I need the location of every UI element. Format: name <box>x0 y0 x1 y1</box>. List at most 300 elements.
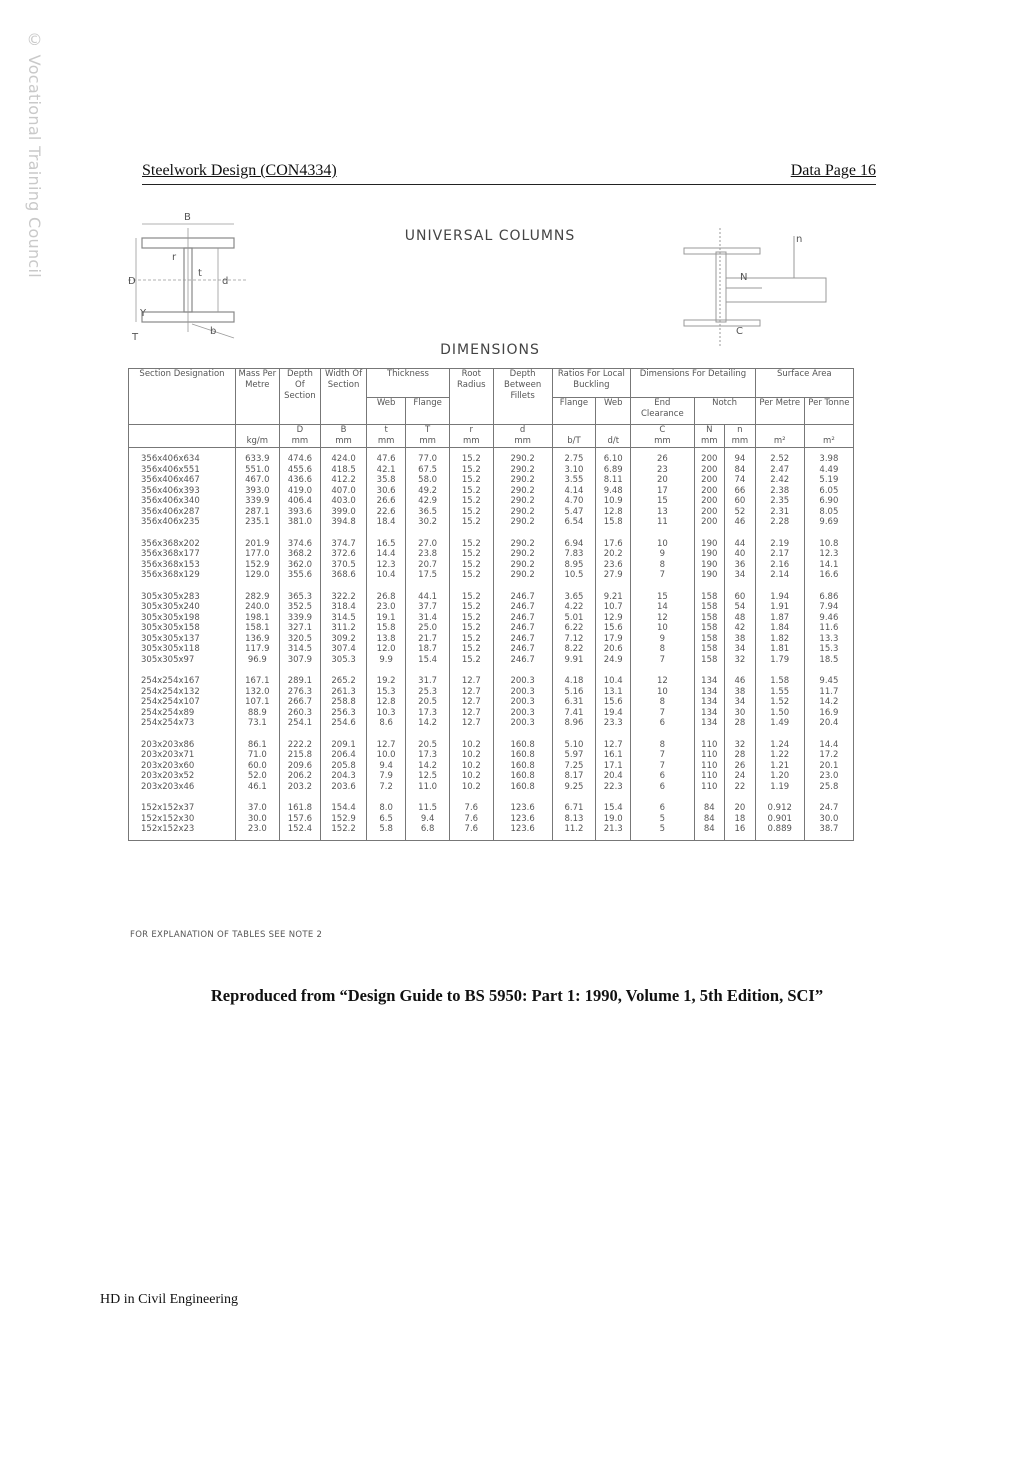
table-value: 12.7 <box>603 739 623 750</box>
table-value: 32 <box>734 739 746 750</box>
table-value: 42 <box>734 623 746 633</box>
table-value: 203.6 <box>331 781 356 792</box>
table-value: 9.4 <box>379 760 393 771</box>
table-value: 12.8 <box>603 506 623 517</box>
table-value: 6.94 <box>564 538 584 549</box>
table-value: 160.8 <box>510 739 535 750</box>
section-designation: 152x152x37 <box>141 803 195 813</box>
table-value: 134 <box>701 707 718 718</box>
table-value: 134 <box>701 718 718 728</box>
table-value: 10.4 <box>376 570 396 580</box>
table-value: 22.3 <box>603 781 623 792</box>
table-value: 6.22 <box>564 623 584 633</box>
course-title: Steelwork Design (CON4334) <box>142 162 337 179</box>
table-value: 67.5 <box>418 464 438 475</box>
table-value: 8.17 <box>564 771 584 781</box>
table-value: 6.10 <box>603 454 623 464</box>
value-cell <box>235 734 279 798</box>
value-cell <box>552 586 596 671</box>
hdr-symbol-unit <box>366 425 405 448</box>
table-value: 21.3 <box>603 824 623 834</box>
value-cell <box>279 533 320 586</box>
table-value: 12.5 <box>418 771 438 781</box>
hdr-symbol: d/t <box>607 436 620 446</box>
table-value: 158 <box>701 633 718 644</box>
table-value: 1.24 <box>770 739 790 750</box>
table-value: 48 <box>734 612 746 623</box>
table-value: 60 <box>734 496 746 506</box>
table-value: 14.2 <box>418 718 438 728</box>
hdr-notch: Notch <box>694 398 755 425</box>
value-cell <box>493 734 552 798</box>
value-cell <box>631 734 694 798</box>
table-value: 290.2 <box>510 475 535 485</box>
table-value: 209.1 <box>331 739 356 750</box>
hdr-per-tonne: Per Tonne <box>804 398 853 425</box>
table-value: 110 <box>701 750 718 760</box>
table-value: 3.55 <box>564 475 584 485</box>
table-value: 1.22 <box>770 750 790 760</box>
table-value: 21.7 <box>418 633 438 644</box>
table-value: 206.2 <box>287 771 313 781</box>
table-value: 266.7 <box>287 697 313 707</box>
table-value: 4.18 <box>564 676 584 686</box>
table-value: 7 <box>659 654 666 665</box>
table-value: 52.0 <box>247 771 267 781</box>
table-value: 10.4 <box>603 676 623 686</box>
section-designation: 305x305x118 <box>141 644 200 654</box>
table-value: 633.9 <box>245 454 270 464</box>
table-value: 190 <box>701 570 718 580</box>
table-value: 327.1 <box>287 623 313 633</box>
section-designation: 356x368x129 <box>141 570 200 580</box>
table-value: 110 <box>701 760 718 771</box>
table-value: 339.9 <box>287 612 313 623</box>
hdr-ratio-web: Web <box>596 398 631 425</box>
table-value: 42.1 <box>376 464 396 475</box>
table-value: 10.8 <box>819 538 839 549</box>
hdr-unit: mm <box>335 436 352 446</box>
value-cell <box>235 797 279 840</box>
hdr-unit: mm <box>463 436 480 446</box>
value-cell <box>755 586 804 671</box>
table-value: 22 <box>734 781 746 792</box>
value-cell <box>596 734 631 798</box>
table-value: 368.2 <box>287 549 313 559</box>
table-value: 20.4 <box>603 771 623 781</box>
value-cell <box>755 533 804 586</box>
table-value: 12.7 <box>461 697 481 707</box>
value-cell <box>694 734 725 798</box>
page-footer: HD in Civil Engineering <box>100 1292 239 1307</box>
table-value: 152.9 <box>331 813 356 824</box>
label-b: b <box>210 326 217 337</box>
label-Y: Y <box>140 308 147 319</box>
value-cell <box>552 734 596 798</box>
value-cell <box>694 670 725 734</box>
table-value: 12.7 <box>376 739 396 750</box>
table-value: 5.97 <box>564 750 584 760</box>
table-value: 38.7 <box>819 824 839 834</box>
table-value: 403.0 <box>331 496 356 506</box>
table-value: 9.91 <box>564 654 584 665</box>
value-cell <box>366 797 405 840</box>
table-value: 15.2 <box>461 570 481 580</box>
table-value: 7.41 <box>564 707 584 718</box>
table-value: 30.2 <box>418 517 438 527</box>
table-value: 381.0 <box>287 517 313 527</box>
table-value: 11 <box>656 517 668 527</box>
table-value: 47.6 <box>376 454 396 464</box>
table-value: 374.6 <box>287 538 313 549</box>
table-value: 17.3 <box>418 707 438 718</box>
section-designation: 356x368x202 <box>141 538 200 549</box>
table-value: 394.8 <box>331 517 356 527</box>
table-row-group <box>129 533 854 586</box>
value-cell <box>694 797 725 840</box>
section-designation: 254x254x89 <box>141 707 195 718</box>
table-value: 94 <box>734 454 746 464</box>
table-value: 2.47 <box>770 464 790 475</box>
hdr-symbol-unit <box>725 425 756 448</box>
value-cell <box>449 448 493 533</box>
table-value: 200.3 <box>510 686 535 697</box>
table-value: 6 <box>659 803 666 813</box>
table-value: 10.2 <box>461 739 481 750</box>
table-value: 7.83 <box>564 549 584 559</box>
table-value: 474.6 <box>287 454 313 464</box>
hdr-thickness: Thickness <box>366 369 449 398</box>
table-value: 42.9 <box>418 496 438 506</box>
table-value: 36.5 <box>418 506 438 517</box>
section-designation: 305x305x137 <box>141 633 200 644</box>
table-value: 200.3 <box>510 697 535 707</box>
table-value: 18 <box>734 813 746 824</box>
table-value: 4.22 <box>564 602 584 612</box>
value-cell <box>366 448 405 533</box>
value-cell <box>406 586 450 671</box>
table-value: 5.16 <box>564 686 584 697</box>
hdr-unit: mm <box>701 436 718 446</box>
value-cell <box>366 533 405 586</box>
table-value: 30 <box>734 707 746 718</box>
table-value: 60 <box>734 591 746 602</box>
hdr-width: Width Of Section <box>321 369 367 425</box>
table-value: 15.8 <box>376 623 396 633</box>
table-value: 9.25 <box>564 781 584 792</box>
table-value: 24 <box>734 771 746 781</box>
value-cell <box>406 797 450 840</box>
table-value: 412.2 <box>331 475 356 485</box>
value-cell <box>493 586 552 671</box>
table-value: 15 <box>656 496 668 506</box>
hdr-symbol: t <box>384 425 388 435</box>
table-value: 0.901 <box>767 813 792 824</box>
hdr-symbol: T <box>425 425 431 435</box>
table-value: 16.6 <box>819 570 839 580</box>
table-value: 160.8 <box>510 760 535 771</box>
table-value: 12.0 <box>376 644 396 654</box>
table-value: 7.6 <box>464 824 479 834</box>
table-value: 204.3 <box>331 771 356 781</box>
section-designation: 203x203x71 <box>141 750 195 760</box>
table-value: 205.8 <box>331 760 356 771</box>
table-value: 1.84 <box>770 623 790 633</box>
section-designation: 203x203x60 <box>141 760 195 771</box>
table-value: 27.9 <box>603 570 623 580</box>
table-value: 8.95 <box>564 559 584 570</box>
table-value: 4.70 <box>564 496 584 506</box>
table-value: 1.52 <box>770 697 790 707</box>
table-value: 8.05 <box>819 506 839 517</box>
table-value: 260.3 <box>287 707 313 718</box>
section-designation-cell <box>129 670 236 734</box>
value-cell <box>449 586 493 671</box>
table-value: 12 <box>656 676 668 686</box>
table-value: 10.9 <box>603 496 623 506</box>
hdr-unit: mm <box>731 436 749 446</box>
table-value: 26 <box>656 454 668 464</box>
table-value: 254.6 <box>331 718 356 728</box>
table-value: 372.6 <box>331 549 356 559</box>
table-value: 13.1 <box>603 686 623 697</box>
table-value: 20.5 <box>418 697 438 707</box>
table-value: 6.54 <box>564 517 584 527</box>
hdr-symbol: C <box>659 425 666 435</box>
table-value: 30.6 <box>376 485 396 496</box>
table-value: 15.2 <box>461 475 481 485</box>
hdr-symbol-unit <box>631 425 694 448</box>
hdr-web: Web <box>366 398 405 425</box>
section-designation: 203x203x46 <box>141 781 195 792</box>
table-value: 152.9 <box>245 559 270 570</box>
value-cell <box>631 670 694 734</box>
table-subtitle: DIMENSIONS <box>440 342 540 358</box>
table-value: 3.10 <box>564 464 584 475</box>
hdr-symbol-unit <box>755 425 804 448</box>
section-designation-cell <box>129 533 236 586</box>
table-value: 27.0 <box>418 538 438 549</box>
table-value: 9.46 <box>819 612 839 623</box>
table-value: 9 <box>659 549 666 559</box>
value-cell <box>493 448 552 533</box>
table-value: 2.14 <box>770 570 790 580</box>
label-n: n <box>796 234 803 245</box>
table-value: 246.7 <box>510 623 535 633</box>
table-value: 110 <box>701 771 718 781</box>
table-value: 13 <box>656 506 668 517</box>
table-value: 74 <box>734 475 746 485</box>
table-value: 134 <box>701 676 718 686</box>
value-cell <box>596 533 631 586</box>
table-value: 9.9 <box>379 654 393 665</box>
table-value: 6.31 <box>564 697 584 707</box>
value-cell <box>235 448 279 533</box>
table-value: 10.2 <box>461 771 481 781</box>
table-value: 1.87 <box>770 612 790 623</box>
section-designation: 305x305x97 <box>141 654 195 665</box>
table-value: 5.47 <box>564 506 584 517</box>
table-value: 2.19 <box>770 538 790 549</box>
table-value: 34 <box>734 644 746 654</box>
table-value: 19.2 <box>376 676 396 686</box>
table-value: 8.13 <box>564 813 584 824</box>
table-value: 13.3 <box>819 633 839 644</box>
table-value: 28 <box>734 718 746 728</box>
table-value: 8 <box>659 559 666 570</box>
hdr-unit: m² <box>773 436 786 446</box>
hdr-symbol: n <box>737 425 743 435</box>
table-value: 49.2 <box>418 485 438 496</box>
table-value: 222.2 <box>287 739 313 750</box>
table-value: 254.1 <box>287 718 313 728</box>
table-value: 2.42 <box>770 475 790 485</box>
table-value: 158 <box>701 591 718 602</box>
table-value: 10.2 <box>461 760 481 771</box>
table-value: 46.1 <box>247 781 267 792</box>
table-value: 15.2 <box>461 454 481 464</box>
table-value: 15.8 <box>603 517 623 527</box>
table-value: 6.89 <box>603 464 623 475</box>
table-value: 12.9 <box>603 612 623 623</box>
table-value: 14.2 <box>819 697 839 707</box>
value-cell <box>755 448 804 533</box>
table-value: 5.8 <box>379 824 393 834</box>
watermark: © Vocational Training Council <box>25 30 44 279</box>
table-value: 30.0 <box>819 813 839 824</box>
table-value: 16.1 <box>603 750 623 760</box>
table-value: 307.9 <box>287 654 313 665</box>
table-value: 71.0 <box>247 750 267 760</box>
hdr-symbol-unit <box>279 425 320 448</box>
table-value: 5.10 <box>564 739 584 750</box>
label-D: D <box>128 276 136 287</box>
table-value: 206.4 <box>331 750 356 760</box>
hdr-symbol: D <box>296 425 304 435</box>
label-C: C <box>736 326 743 337</box>
hdr-symbol-unit <box>321 425 367 448</box>
table-value: 1.49 <box>770 718 790 728</box>
hdr-detailing: Dimensions For Detailing <box>631 369 755 398</box>
table-value: 17.1 <box>603 760 623 771</box>
table-value: 19.0 <box>603 813 623 824</box>
table-value: 25.8 <box>819 781 839 792</box>
table-value: 265.2 <box>331 676 356 686</box>
table-value: 419.0 <box>287 485 313 496</box>
table-value: 7 <box>659 760 666 771</box>
hdr-unit: kg/m <box>246 436 269 446</box>
value-cell <box>631 448 694 533</box>
table-value: 9.48 <box>603 485 623 496</box>
table-value: 314.5 <box>287 644 313 654</box>
table-value: 18.5 <box>819 654 839 665</box>
table-value: 134 <box>701 686 718 697</box>
hdr-per-metre: Per Metre <box>755 398 804 425</box>
table-value: 15.2 <box>461 623 481 633</box>
table-value: 2.52 <box>770 454 790 464</box>
table-value: 24.7 <box>819 803 839 813</box>
table-value: 203.2 <box>287 781 313 792</box>
table-footnote: FOR EXPLANATION OF TABLES SEE NOTE 2 <box>130 930 323 940</box>
value-cell <box>321 533 367 586</box>
table-value: 20 <box>656 475 668 485</box>
table-value: 12.7 <box>461 707 481 718</box>
section-designation: 254x254x167 <box>141 676 200 686</box>
table-value: 34 <box>734 570 746 580</box>
table-value: 167.1 <box>245 676 270 686</box>
table-value: 15.2 <box>461 559 481 570</box>
value-cell <box>279 586 320 671</box>
table-value: 15.3 <box>819 644 839 654</box>
value-cell <box>804 448 853 533</box>
value-cell <box>804 586 853 671</box>
table-value: 200 <box>701 506 718 517</box>
table-value: 35.8 <box>376 475 396 485</box>
table-value: 37.7 <box>418 602 438 612</box>
table-value: 84 <box>703 824 715 834</box>
table-value: 158 <box>701 623 718 633</box>
table-value: 158 <box>701 654 718 665</box>
hdr-symbol-unit <box>493 425 552 448</box>
section-designation: 203x203x86 <box>141 739 195 750</box>
table-value: 84 <box>734 464 746 475</box>
table-value: 2.75 <box>564 454 584 464</box>
value-cell <box>694 586 725 671</box>
value-cell <box>449 533 493 586</box>
table-value: 9.4 <box>420 813 435 824</box>
table-value: 467.0 <box>245 475 270 485</box>
table-value: 290.2 <box>510 538 535 549</box>
table-value: 190 <box>701 559 718 570</box>
hdr-symbol-unit <box>129 425 236 448</box>
table-value: 23.3 <box>603 718 623 728</box>
table-value: 152.2 <box>331 824 356 834</box>
table-value: 246.7 <box>510 602 535 612</box>
section-designation: 356x406x393 <box>141 485 200 496</box>
table-value: 8 <box>659 644 666 654</box>
table-value: 22.6 <box>376 506 396 517</box>
table-value: 11.5 <box>418 803 438 813</box>
section-designation: 305x305x198 <box>141 612 200 623</box>
hdr-symbol-unit <box>804 425 853 448</box>
table-value: 10 <box>656 538 668 549</box>
label-t: t <box>198 268 202 279</box>
hdr-unit: m² <box>823 436 835 446</box>
value-cell <box>493 670 552 734</box>
table-value: 276.3 <box>287 686 313 697</box>
table-value: 10.2 <box>461 750 481 760</box>
table-value: 15.2 <box>461 654 481 665</box>
hdr-symbol-unit <box>449 425 493 448</box>
table-value: 3.98 <box>819 454 839 464</box>
value-cell <box>725 586 756 671</box>
table-value: 6.86 <box>819 591 839 602</box>
table-value: 5 <box>659 813 666 824</box>
table-title: UNIVERSAL COLUMNS <box>404 228 576 244</box>
value-cell <box>694 448 725 533</box>
value-cell <box>449 797 493 840</box>
table-value: 23.0 <box>376 602 396 612</box>
table-value: 84 <box>703 813 715 824</box>
table-value: 44 <box>734 538 746 549</box>
table-value: 309.2 <box>331 633 356 644</box>
value-cell <box>596 670 631 734</box>
table-value: 129.0 <box>245 570 270 580</box>
table-value: 96.9 <box>247 654 267 665</box>
table-value: 16.5 <box>376 538 396 549</box>
hdr-ratios: Ratios For Local Buckling <box>552 369 631 398</box>
table-value: 7.6 <box>464 803 479 813</box>
